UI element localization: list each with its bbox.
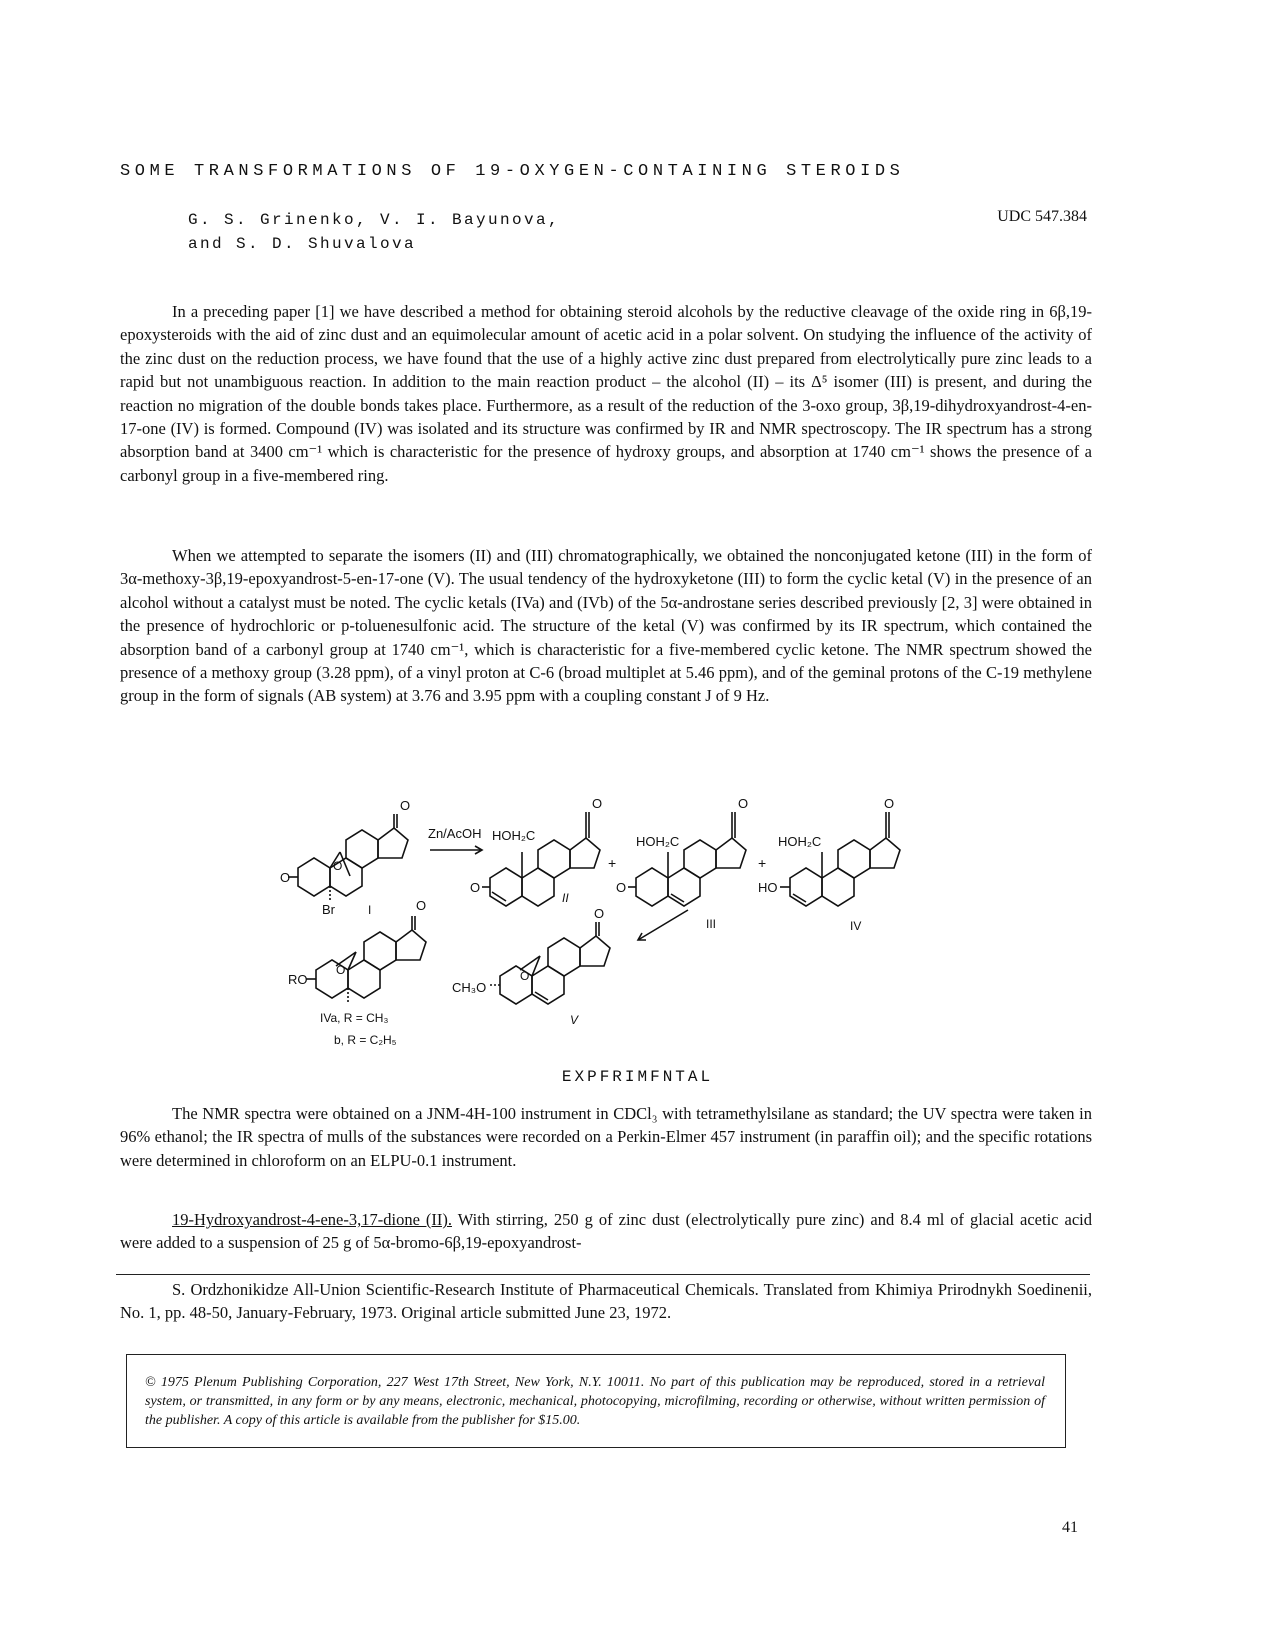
epoxide-o-IVa: O: [336, 963, 346, 977]
structure-II: [482, 812, 600, 906]
compound-label-I: I: [368, 903, 372, 917]
oxo-o-III: O: [616, 880, 627, 895]
ro-label: RO: [288, 972, 308, 987]
compound-label-IV: IV: [850, 919, 862, 933]
authors-line-1: G. S. Grinenko, V. I. Bayunova,: [188, 211, 561, 229]
carbonyl-o-IVa: O: [416, 898, 427, 913]
structure-III: [628, 812, 746, 906]
structure-IV: [780, 812, 900, 906]
hydroxy-label-IV: HO: [758, 880, 778, 895]
epoxide-o-I: O: [333, 859, 343, 873]
bromo-label: Br: [322, 902, 335, 917]
carbonyl-o-IV: O: [884, 796, 895, 811]
oxo-o-I: O: [280, 870, 291, 885]
experimental-heading: EXPFRIMFNTAL: [561, 1068, 714, 1086]
ketal-label-IVa: IVa, R = CH₃: [320, 1011, 389, 1025]
paragraph-1: In a preceding paper [1] we have described a method for obtaining steroid alcohols by the reductive cleavage of the oxide ring in 6β,19-epoxysteroids with the aid of zinc dust and an equimolecular amount of acetic acid in a polar solvent. On studying the influence of the activity of the zinc dust on the reduction process, we have found that the use of a highly active zinc dust prepared from electrolytically pure zinc leads to a rapid but not unambiguous reaction. In addition to the main reaction product – the alcohol (II) – its Δ⁵ isomer (III) is present, and during the reaction no migration of the double bonds takes place. Furthermore, as a result of the reduction of the 3-oxo group, 3β,19-dihydroxyandrost-4-en-17-one (IV) is formed. Compound (IV) was isolated and its structure was confirmed by IR and NMR spectroscopy. The IR spectrum has a strong absorption band at 3400 cm⁻¹ which is characteristic for the presence of hydroxy groups, and absorption at 1740 cm⁻¹ shows the presence of a carbonyl group in a five-membered ring.: [120, 302, 1092, 485]
udc-code: UDC 547.384: [997, 208, 1087, 225]
plus-sign-2: +: [758, 855, 767, 871]
structure-V: [490, 922, 610, 1004]
hoh2c-label-II: HOH₂C: [492, 828, 536, 843]
footnote-divider: [116, 1274, 1090, 1275]
compound-label-V: V: [570, 1013, 579, 1027]
compound-label-II: II: [562, 891, 569, 905]
authors-line-2: and S. D. Shuvalova: [188, 235, 417, 253]
hoh2c-label-III: HOH₂C: [636, 834, 680, 849]
compound-label-III: III: [706, 917, 717, 931]
paragraph-3: The NMR spectra were obtained on a JNM-4H-100 instrument in CDCl₃ with tetramethylsilane as standard; the UV spectra were taken in 96% ethanol; the IR spectra of mulls of the substances were recorded on a Perkin-Elmer 457 instrument (in paraffin oil); and the specific rotations were determined in chloroform on an ELPU-0.1 instrument.: [120, 1104, 1092, 1170]
hoh2c-label-IV: HOH₂C: [778, 834, 822, 849]
oxo-o-II: O: [470, 880, 481, 895]
paragraph-2: When we attempted to separate the isomers (II) and (III) chromatographically, we obtained the nonconjugated ketone (III) in the form of 3α-methoxy-3β,19-epoxyandrost-5-en-17-one (V). The usual tendency of the hydroxyketone (III) to form the cyclic ketal (V) in the presence of an alcohol without a catalyst must be noted. The cyclic ketals (IVa) and (IVb) of the 5α-androstane series described previously [2, 3] were obtained in the presence of hydrochloric or p-toluenesulfonic acid. The structure of the ketal (V) was confirmed by its IR spectrum, which contained the absorption band of a carbonyl group at 1740 cm⁻¹, which is characteristic for a five-membered cyclic ketone. The NMR spectrum showed the presence of a methoxy group (3.28 ppm), of a vinyl proton at C-6 (broad multiplet at 5.46 ppm), and of the geminal protons of the C-19 methylene group in the form of signals (AB system) at 3.76 and 3.95 ppm with a coupling constant J of 9 Hz.: [120, 546, 1092, 706]
paragraph-4-text: With stirring, 250 g of zinc dust (electrolytically pure zinc) and 8.4 ml of glacial acetic acid were added to a suspension of 25 g of 5α-bromo-6β,19-epoxyandrost-: [120, 1210, 1092, 1253]
methoxy-label-V: CH₃O: [452, 980, 487, 995]
author-list: [188, 208, 560, 256]
article-title: SOME TRANSFORMATIONS OF 19-OXYGEN-CONTAINING STEROIDS: [120, 162, 905, 181]
carbonyl-o-II: O: [592, 796, 603, 811]
structure-IVa-IVb: [306, 916, 426, 1002]
affiliation-footnote: S. Ordzhonikidze All-Union Scientific-Research Institute of Pharmaceutical Chemicals. Translated from Khimiya Prirodnykh Soedinenii, No. 1, pp. 48-50, January-February, 1973. Original article submitted June 23, 1972.: [120, 1280, 1092, 1323]
structure-I: [288, 814, 408, 900]
page-number: 41: [1062, 1519, 1078, 1536]
copyright-notice: © 1975 Plenum Publishing Corporation, 227 West 17th Street, New York, N.Y. 10011. No part of this publication may be reproduced, stored in a retrieval system, or transmitted, in any form or by any means, electronic, mechanical, photocopying, microfilming, recording or otherwise, without written permission of the publisher. A copy of this article is available from the publisher for $15.00.: [145, 1375, 1045, 1428]
plus-sign-1: +: [608, 855, 617, 871]
carbonyl-o-I: O: [400, 798, 411, 813]
compound-heading-II: 19-Hydroxyandrost-4-ene-3,17-dione (II).: [172, 1210, 452, 1229]
epoxide-o-V: O: [520, 969, 530, 983]
reaction-scheme: [270, 790, 930, 1060]
reagent-label: Zn/AcOH: [428, 826, 482, 841]
copyright-box: [126, 1354, 1066, 1448]
paragraph-4: [120, 1208, 1092, 1255]
carbonyl-o-V: O: [594, 906, 605, 921]
ketal-label-IVb: b, R = C₂H₅: [334, 1033, 397, 1047]
carbonyl-o-III: O: [738, 796, 749, 811]
